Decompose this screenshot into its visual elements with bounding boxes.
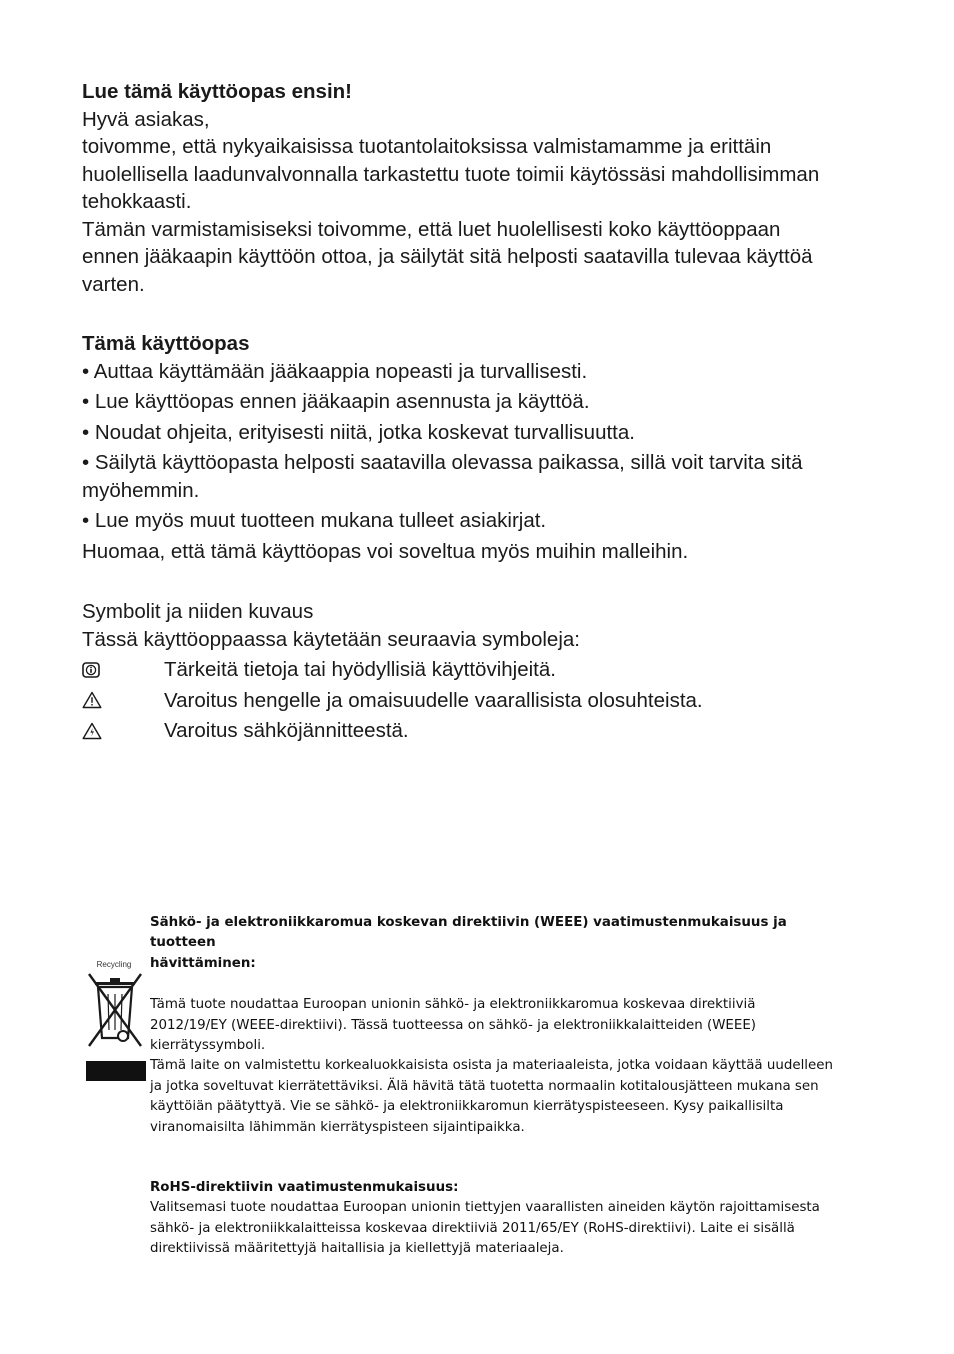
manual-bullet: • Lue myös muut tuotteen mukana tulleet asiakirjat. [82, 509, 547, 532]
symbol-row [82, 656, 882, 684]
symbols-heading: Symbolit ja niiden kuvaus [82, 600, 314, 623]
manual-bullet: • Säilytä käyttöopasta helposti saatavilla olevassa paikassa, sillä voit tarvita sitä [82, 451, 803, 474]
manual-bullet: • Noudat ohjeita, erityisesti niitä, jotka koskevat turvallisuutta. [82, 420, 635, 444]
weee-heading-cont: hävittäminen: [150, 955, 256, 971]
intro-para1-line2: huolellisella laadunvalvonnalla tarkastettu tuote toimii käytössäsi mahdollisimman [82, 162, 820, 186]
weee-section [150, 913, 850, 1260]
manual-bullet: • Auttaa käyttämään jääkaappia nopeasti ja turvallisesti. [82, 359, 588, 383]
greeting: Hyvä asiakas, [82, 107, 210, 131]
weee-text: Tämä tuote noudattaa Euroopan unionin sähkö- ja elektroniikkaromua koskevaa direktiiviä [150, 997, 756, 1013]
rohs-text: sähkö- ja elektroniikkalaitteissa koskevaa direktiiviä 2011/65/EY (RoHS-direktiivi). Laite ei sisällä [150, 1220, 795, 1236]
manual-bullet-continuation: myöhemmin. [82, 478, 200, 502]
rohs-text: Valitsemasi tuote noudattaa Euroopan unionin tiettyjen vaarallisten aineiden käytön rajoittamisesta [150, 1200, 820, 1216]
intro-para1-line1: toivomme, että nykyaikaisissa tuotantolaitoksissa valmistamamme ja erittäin [82, 135, 772, 158]
info-icon [82, 662, 164, 678]
weee-heading: Sähkö- ja elektroniikkaromua koskevan direktiivin (WEEE) vaatimustenmukaisuus ja tuotteen [150, 915, 787, 951]
crossed-out-bin-icon [86, 970, 144, 1050]
warning-icon [82, 691, 164, 709]
manual-bullet: • Lue käyttöopas ennen jääkaapin asennusta ja käyttöä. [82, 390, 590, 413]
electric-warning-icon [82, 722, 164, 740]
symbol-description: Tärkeitä tietoja tai hyödyllisiä käyttövihjeitä. [164, 658, 556, 681]
symbol-description: Varoitus hengelle ja omaisuudelle vaarallisista olosuhteista. [164, 688, 703, 712]
symbol-row [82, 687, 882, 715]
intro-para2-line2: ennen jääkaapin käyttöön ottoa, ja säilytät sitä helposti saatavilla tulevaa käyttöä [82, 245, 813, 268]
manual-heading: Tämä käyttöopas [82, 332, 250, 355]
weee-text: viranomaisilta lähimmän kierrätyspisteen sijaintipaikka. [150, 1119, 525, 1135]
weee-text: käyttöiän päätyttyä. Vie se sähkö- ja elektroniikkaromun kierrätyspisteeseen. Kysy paikallisilta [150, 1099, 784, 1115]
weee-text: kierrätyssymboli. [150, 1038, 266, 1054]
rohs-text: direktiivissä määritettyjä haitallisia ja kiellettyjä materiaaleja. [150, 1241, 564, 1257]
symbol-description: Varoitus sähköjännitteestä. [164, 719, 409, 742]
intro-heading: Lue tämä käyttöopas ensin! [82, 80, 352, 103]
weee-bar [86, 1061, 146, 1081]
main-content [82, 78, 882, 745]
manual-note: Huomaa, että tämä käyttöopas voi soveltua myös muihin malleihin. [82, 539, 689, 563]
rohs-heading: RoHS-direktiivin vaatimustenmukaisuus: [150, 1180, 459, 1196]
weee-text: ja jotka soveltuvat kierrätettäviksi. Älä hävitä tätä tuotetta normaalin kotitalousjätteen mukana sen [150, 1078, 819, 1094]
intro-para1-line3: tehokkaasti. [82, 190, 192, 213]
recycling-label: Recycling [96, 960, 132, 969]
weee-text: 2012/19/EY (WEEE-direktiivi). Tässä tuotteessa on sähkö- ja elektroniikkalaitteiden (WEEE) [150, 1017, 757, 1033]
symbols-intro: Tässä käyttöoppaassa käytetään seuraavia symboleja: [82, 627, 580, 651]
symbol-row [82, 717, 882, 745]
intro-para2-line3: varten. [82, 272, 145, 296]
weee-text: Tämä laite on valmistettu korkealuokkaisista osista ja materiaaleista, jotka voidaan käyttää uudelleen [150, 1058, 833, 1074]
intro-para2-line1: Tämän varmistamisiseksi toivomme, että luet huolellisesti koko käyttöoppaan [82, 217, 781, 241]
weee-recycling-logo [86, 960, 146, 1081]
